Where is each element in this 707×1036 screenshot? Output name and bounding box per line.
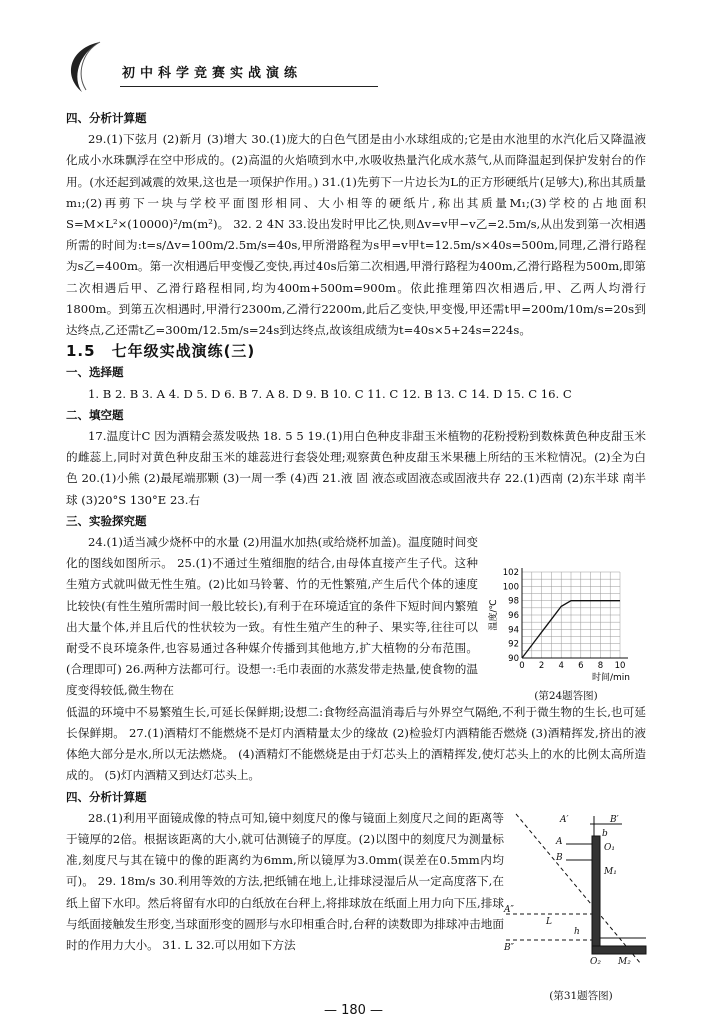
section-heading: 二、填空题 (66, 407, 124, 422)
section-heading: 三、实验探究题 (66, 513, 147, 528)
label-b-prime: B′ (610, 815, 619, 825)
answer-paragraph: 17.温度计C 因为酒精会蒸发吸热 18. 5 5 19.(1)用白色种皮非甜玉米植物的花粉授粉到数株黄色种皮甜玉米的雌蕊上,同时对黄色种皮甜玉米的雄蕊进行套袋处理;观察黄色种皮甜玉米果穗上所结的玉米粒情况。(2)全为白色 20.(1)小熊 (2)最尾端那颗 (3)一周一季 (4)西 21.液 固 液态或固液态或固液共存 22.(1)西南 (2)东半球 南半球 (3)20°S 130°E 23.右 (66, 429, 646, 507)
label-l: L (546, 917, 552, 927)
y-tick-label: 102 (502, 568, 519, 578)
x-tick-label: 0 (519, 661, 525, 671)
mirror-m1 (592, 836, 600, 954)
label-a: A (556, 837, 563, 847)
page-number: — 180 — (323, 1003, 384, 1018)
y-tick-label: 98 (508, 596, 519, 607)
label-a-prime: A′ (560, 815, 569, 825)
label-m1: M₁ (604, 867, 617, 877)
answer-paragraph: 28.(1)利用平面镜成像的特点可知,镜中刻度尺的像与镜面上刻度尺之间的距离等于镜厚的2倍。根据该距离的大小,就可估测镜子的厚度。(2)以图中的刻度尺为测量标准,刻度尺与其在镜中的像的距离约为6mm,所以镜厚为3.0mm(误差在0.5mm内均可)。 29. 18m/s 30.利用等效的方法,把纸铺在地上,让排球浸湿后从一定高度落下,在纸上留下水印。然后将留有水印的白纸放在台秤上,将排球放在纸面上用力向下压,排球与纸面接触发生形变,当球面形变的圆形与水印相重合时,台秤的读数即为排球冲击地面时的作用力大小。 31. L 32.可以用如下方法 (66, 810, 504, 952)
y-tick-label: 94 (508, 625, 519, 636)
page-header (60, 40, 660, 100)
temperature-time-chart (486, 566, 646, 684)
section-heading: 四、分析计算题 (66, 111, 147, 125)
answer-paragraph: 低温的环境中不易繁殖生长,可延长保鲜期;设想二:食物经高温消毒后与外界空气隔绝,不利于微生物的生长,也可延长保鲜期。 27.(1)酒精灯不能燃烧不是灯内酒精量太少的缘故 (2)检验灯内酒精能否燃烧 (3)酒精挥发,挤出的液体绝大部分是水,所以无法燃烧。 (4)酒精灯不能燃烧是由于灯芯头上的酒精挥发,使灯芯头上的水的比例太高所造成的。 (5)灯内酒精又到达灯芯头上。 (66, 704, 646, 783)
dashed-line (516, 814, 641, 964)
label-a-double-prime: A″ (504, 905, 514, 915)
y-tick-label: 100 (502, 582, 519, 593)
header-title: 初中科学竞赛实战演练 (122, 66, 303, 81)
chapter-title: 1.5 七年级实战演练(三) (66, 342, 256, 361)
mirror-m2 (592, 946, 646, 954)
x-tick-label: 4 (558, 661, 564, 671)
label-b-double-prime: B″ (504, 943, 514, 953)
label-o1: O₁ (604, 843, 615, 853)
section-heading: 四、分析计算题 (66, 789, 147, 804)
figure-31 (506, 814, 656, 1003)
header-swoosh-logo (60, 40, 130, 100)
label-h: h (574, 927, 580, 937)
figure-31-caption: (第31题答图) (549, 990, 613, 1002)
y-tick-label: 90 (508, 654, 519, 664)
figure-24-caption: (第24题答图) (534, 690, 598, 702)
label-o2: O₂ (590, 957, 601, 967)
label-m2: M₂ (618, 957, 631, 967)
x-tick-label: 10 (614, 661, 626, 671)
x-axis-label: 时间/min (591, 673, 630, 683)
mirror-diagram (506, 814, 656, 984)
y-axis-label: 温度/℃ (489, 599, 499, 631)
x-tick-label: 8 (597, 661, 604, 671)
section-heading: 一、选择题 (66, 365, 124, 380)
answer-paragraph: 29.(1)下弦月 (2)新月 (3)增大 30.(1)庞大的白色气团是由小水球组成的;它是由水池里的水汽化后又降温液化成小水珠飘浮在空中形成的。(2)高温的火焰喷到水中,水吸收热量汽化成水蒸气,从而降温起到保护发射台的作用。(水还起到减震的效果,这也是一项保护作用。) 31.(1)先剪下一片边长为L的正方形硬纸片(足够大),称出其质量m₁;(2)再剪下一块与学校平面图形相同、大小相等的硬纸片,称出其质量M₁;(3)学校的占地面积S=M×L²×(10000)²/m(m²)。 32. 2 4N 33.设出发时甲比乙快,则Δv=v甲−v乙=2.5m/s,从出发到第一次相遇所需的时间为:t=s/Δv=100m/2.5m/s=40s,甲所滑路程为s甲=v甲t=12.5m/s×40s=500m,同理,乙滑行路程为s乙=400m。第一次相遇后甲变慢乙变快,再过40s后第二次相遇,甲滑行路程为400m,乙滑行路程为500m,即第二次相遇后甲、乙滑行路程相同,均为400m+500m=900m。依此推理第四次相遇后,甲、乙两人均滑行1800m。到第五次相遇时,甲滑行2300m,乙滑行2200m,此后乙变快,甲变慢,甲还需t甲=200m/10m/s=20s到达终点,乙还需t乙=300m/12.5m/s=24s到达终点,故该组成绩为t=40s×5+24s=224s。 (66, 132, 646, 338)
x-tick-label: 6 (578, 661, 584, 671)
x-tick-label: 2 (538, 661, 545, 671)
header-rule (120, 86, 378, 87)
y-tick-label: 92 (508, 639, 519, 650)
answer-paragraph: 24.(1)适当减少烧杯中的水量 (2)用温水加热(或给烧杯加盖)。温度随时间变化的图线如图所示。 25.(1)不通过生殖细胞的结合,由母体直接产生子代。这种生殖方式就叫做无性生殖。(2)比如马铃薯、竹的无性繁殖,产生后代个体的速度比较快(有性生殖所需时间一般比较长),有利于在环境适宜的条件下短时间内繁殖出大量个体,并且后代的性状较为一致。有性生殖产生的种子、果实等,往往可以耐受不良环境条件,也容易通过各种媒介传播到其他地方,扩大植物的分布范围。(合理即可) 26.两种方法都可行。设想一:毛巾表面的水蒸发带走热量,使食物的温度变得较低,微生物在 (66, 535, 478, 698)
figure-24 (486, 566, 646, 703)
answer-paragraph: 1. B 2. B 3. A 4. D 5. D 6. B 7. A 8. D 9. B 10. C 11. C 12. B 13. C 14. D 15. C 16. C (88, 386, 572, 401)
label-b-small: b (602, 829, 608, 839)
y-tick-label: 96 (508, 611, 519, 621)
label-b: B (556, 853, 563, 863)
